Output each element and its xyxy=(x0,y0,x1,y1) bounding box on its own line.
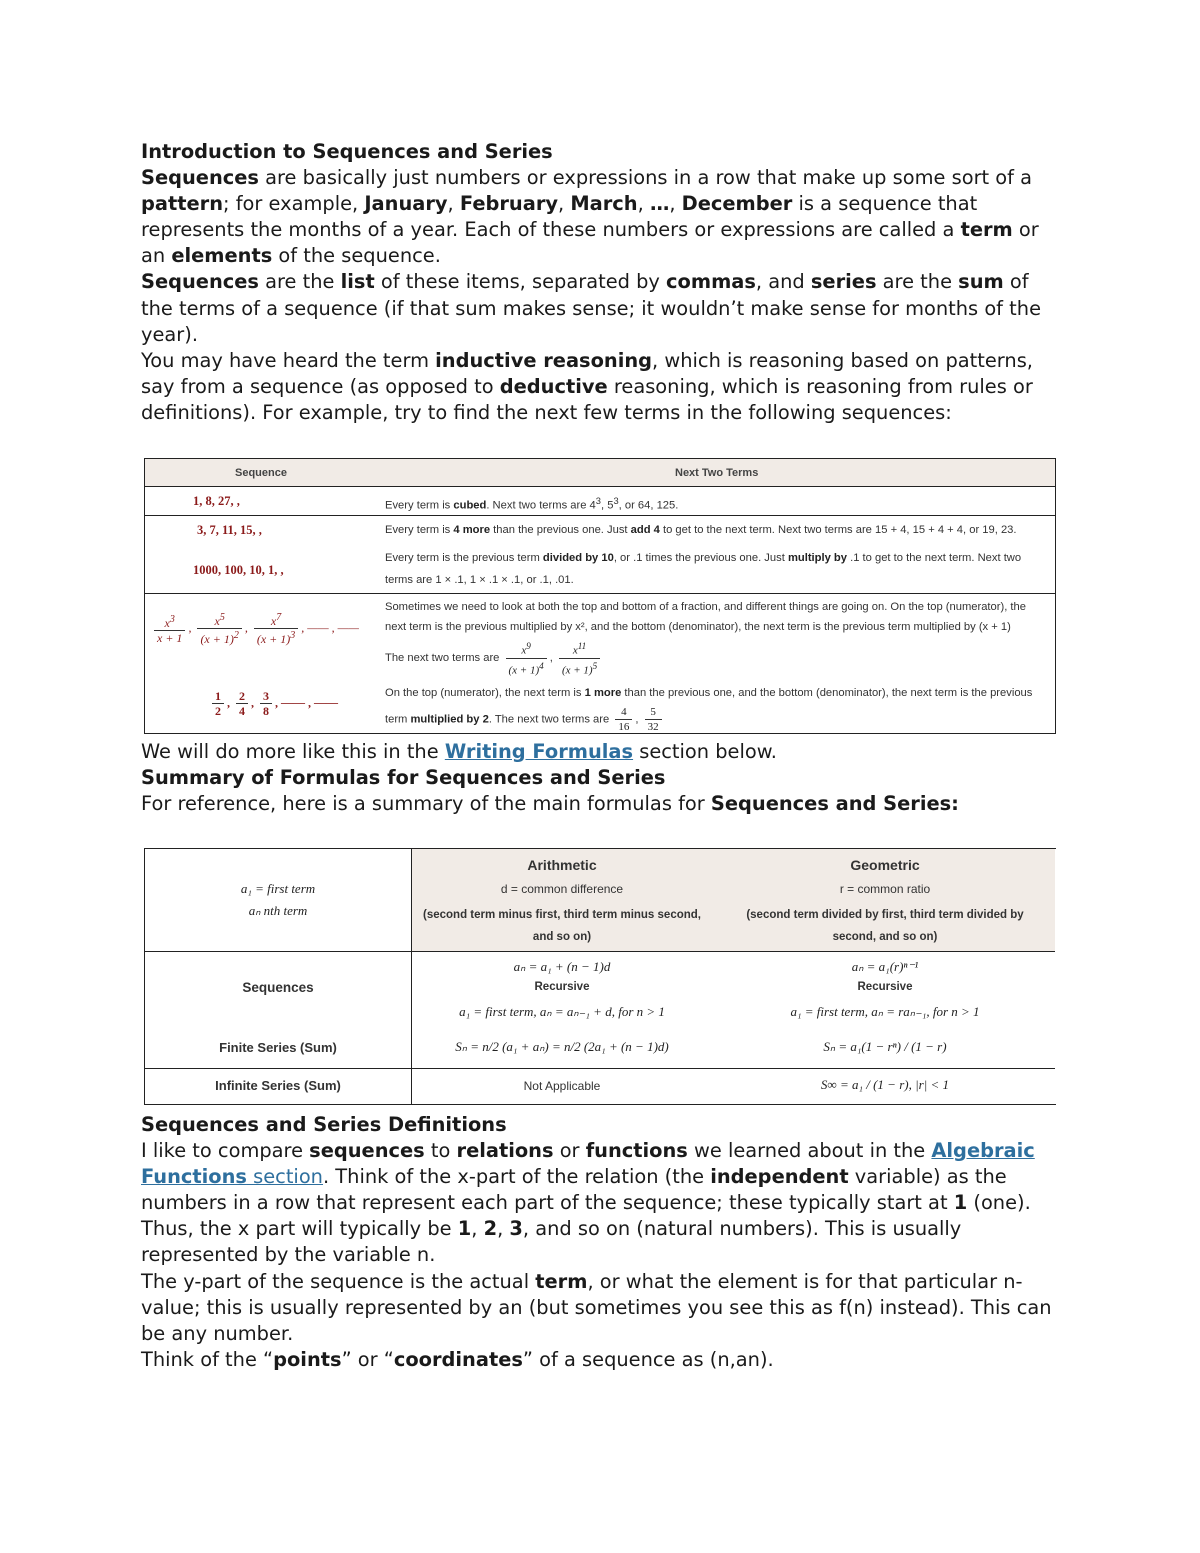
row4-answer: Sometimes we need to look at both the top and bottom of a fraction, and different things are going on. On the top (numerator), the next term is the previous multiplied by x², and the bottom (denominator), the next term is the previous term multiplied by (x + 1) The next two terms are $\frac{x^9}{(x + 1)^4}$ , $\frac{x^{11}}{(x + 1)^5}$ xyxy=(385,597,1050,677)
text-run: , xyxy=(497,1217,510,1241)
row2-answer-text-c: than the previous one. Just xyxy=(490,524,631,536)
row2-answer-bold-d: add 4 xyxy=(630,524,660,536)
row-finite-series-label: Finite Series (Sum) xyxy=(219,1040,337,1055)
bold-term: sum xyxy=(958,270,1004,294)
text-run: are basically just numbers or expressions in a row that make up some sort of a xyxy=(258,166,1033,190)
row1-answer-text-e: , or 64, 125. xyxy=(618,499,679,512)
intro-paragraph-1 xyxy=(141,165,1061,269)
definitions-paragraph-3 xyxy=(141,1347,1061,1373)
definitions-heading: Sequences and Series Definitions xyxy=(141,1113,507,1136)
row3-answer-text-a: Every term is the previous term xyxy=(385,552,543,564)
row-divider xyxy=(145,951,1055,952)
text-run: is a sequence that represents the months of a year. Each of these numbers or expressions are called a xyxy=(141,192,978,242)
row5-answer-bold: 1 more xyxy=(584,687,622,699)
text-run: reasoning, which is reasoning from rules or definitions). For example, try to find the next few terms in the following sequences: xyxy=(141,374,1033,424)
row2-answer xyxy=(385,519,1050,541)
formulas-table xyxy=(144,848,1056,1105)
bold-term: Sequences xyxy=(141,166,259,190)
row1-answer-text-a: Every term is xyxy=(385,499,454,512)
intro-title: Introduction to Sequences and Series xyxy=(141,140,553,163)
summary-heading: Summary of Formulas for Sequences and Series xyxy=(141,766,666,790)
bold-term: 2 xyxy=(483,1217,498,1241)
bold-term: functions xyxy=(585,1139,688,1163)
row-divider xyxy=(145,515,1055,516)
row2-answer-text-e: to get to the next term. Next two terms are 15 + 4, 15 + 4 + 4, or 19, 23. xyxy=(659,524,1017,536)
row5-answer-text-1a: On the top (numerator), the next term is xyxy=(385,687,585,699)
text-run: we learned about in the xyxy=(687,1139,932,1163)
geometric-r: r = common ratio xyxy=(839,882,931,896)
arithmetic-recursive: a₁ = first term, aₙ = aₙ₋₁ + d, for n > 1 xyxy=(459,1004,665,1019)
geometric-explicit: aₙ = a₁(r)ⁿ⁻¹ xyxy=(851,959,919,974)
definitions-section xyxy=(141,1112,1061,1373)
bold-term: term xyxy=(960,218,1013,242)
writing-formulas-paragraph xyxy=(141,739,1061,765)
definitions-paragraph-2 xyxy=(141,1269,1061,1347)
text-run: are the xyxy=(258,270,341,294)
intro-section xyxy=(141,139,1061,426)
col-sequence: Sequence xyxy=(235,467,287,479)
bold-term: relations xyxy=(456,1139,554,1163)
row5-answer-bold-2: multiplied by 2 xyxy=(410,713,489,726)
summary-text-a: For reference, here is a summary of the main formulas for xyxy=(141,792,711,816)
col-next-two-terms: Next Two Terms xyxy=(675,467,759,479)
row5-sequence: $\frac{1}{2}$ , $\frac{2}{4}$ , $\frac{3}{8}$ , —— , —— xyxy=(209,689,338,718)
row5-answer-text-2a: term xyxy=(385,713,411,726)
text-run: of these items, separated by xyxy=(374,270,667,294)
arithmetic-title: Arithmetic xyxy=(527,857,597,873)
row1-answer-text-d: , 5 xyxy=(600,499,614,512)
bold-term: January xyxy=(364,192,448,216)
algebraic-functions-link[interactable]: section xyxy=(246,1165,323,1189)
row-sequences-label: Sequences xyxy=(242,980,314,995)
geometric-note: (second term divided by first, third term divided by second, and so on) xyxy=(746,909,1024,943)
geometric-recursive-label: Recursive xyxy=(857,981,913,993)
bold-term: term xyxy=(535,1269,588,1293)
arithmetic-infinite-sum: Not Applicable xyxy=(523,1079,601,1093)
bold-term: deductive xyxy=(499,374,608,398)
geometric-recursive: a₁ = first term, aₙ = raₙ₋₁, for n > 1 xyxy=(790,1004,980,1019)
arithmetic-explicit: aₙ = a₁ + (n − 1)d xyxy=(513,959,611,974)
row3-answer-text-e: .1 to get to the next term. Next two terms are 1 × .1, 1 × .1 × .1, or .1, .01. xyxy=(385,552,1022,586)
text-run: , xyxy=(669,192,682,216)
definitions-paragraph-1 xyxy=(141,1138,1061,1268)
text-run: I like to compare xyxy=(141,1139,310,1163)
text-run: , and xyxy=(755,270,811,294)
bold-term: sequences xyxy=(309,1139,425,1163)
text-run: . Think of the x-part of the relation (the xyxy=(322,1165,711,1189)
bold-term: points xyxy=(273,1347,342,1371)
bold-term: list xyxy=(340,270,375,294)
algebraic-functions-link[interactable]: Algebraic Functions xyxy=(141,1139,1035,1189)
row5-answer-text-1c: than the previous one, and the bottom (denominator), the next term is the previous xyxy=(621,687,1033,699)
arithmetic-note: (second term minus first, third term minus second, and so on) xyxy=(423,909,701,943)
row-divider xyxy=(145,1068,1055,1069)
row3-answer xyxy=(385,547,1050,591)
mid-text-b: section below. xyxy=(633,740,777,763)
examples-table-header xyxy=(145,459,1055,487)
text-run: ; for example, xyxy=(223,192,365,216)
writing-formulas-link[interactable]: Writing Formulas xyxy=(444,740,634,763)
summary-text-bold: Sequences and Series: xyxy=(710,792,959,816)
geometric-finite-sum: Sₙ = a₁(1 − rⁿ) / (1 − r) xyxy=(823,1039,947,1054)
bold-term: elements xyxy=(171,244,273,268)
bold-term: independent xyxy=(710,1165,849,1189)
def-first-term: a₁ = first term xyxy=(240,881,316,896)
row1-sequence: 1, 8, 27, , xyxy=(193,494,240,508)
text-run: of the terms of a sequence (if that sum makes sense; it wouldn’t make sense for months of the year). xyxy=(141,270,1041,346)
text-run: variable) as the numbers in a row that represent each part of the sequence; these typically start at xyxy=(141,1165,1007,1215)
bold-term: December xyxy=(681,192,793,216)
text-run: are the xyxy=(876,270,959,294)
bold-term: 1 xyxy=(457,1217,472,1241)
row4-answer-line-1: Sometimes we need to look at both the top and bottom of a fraction, and different things are going on. On the top (numerator), the xyxy=(385,601,1026,613)
text-run: , xyxy=(471,1217,484,1241)
geometric-title: Geometric xyxy=(850,857,920,873)
text-run: , xyxy=(558,192,571,216)
text-run: ” or “ xyxy=(341,1347,394,1371)
bold-term: 3 xyxy=(509,1217,523,1241)
def-nth-term: aₙ nth term xyxy=(248,903,308,918)
bold-term: series xyxy=(810,270,877,294)
bold-term: Sequences xyxy=(141,270,259,294)
bold-term: 1 xyxy=(953,1191,968,1215)
text-run: , xyxy=(447,192,460,216)
text-run: , or what the element is for that particular n-value; this is usually represented by an (but sometimes you see this as f(n) instead). This can be any number. xyxy=(141,1269,1052,1345)
bold-term: pattern xyxy=(141,192,224,216)
text-run: You may have heard the term xyxy=(141,348,436,372)
row5-answer-text-2c: . The next two terms are xyxy=(488,713,610,726)
row1-answer-text-c: . Next two terms are 4 xyxy=(486,499,596,512)
row1-answer-bold: cubed xyxy=(453,499,487,512)
row2-answer-bold-a: 4 more xyxy=(453,524,491,536)
row1-answer: Every term is cubed. Next two terms are $4^3$, $5^3$, or 64, 125. xyxy=(385,496,679,512)
arithmetic-finite-sum: Sₙ = n/2 (a₁ + aₙ) = n/2 (2a₁ + (n − 1)d) xyxy=(455,1039,669,1054)
summary-paragraph xyxy=(141,791,1061,817)
row5-answer: On the top (numerator), the next term is 1 more than the previous one, and the bottom (denominator), the next term is the previous term multiplied by 2. The next two terms are $\frac{4}{16}$ , $\frac{5}{32}$ xyxy=(385,687,1033,733)
bold-term: inductive reasoning xyxy=(435,348,653,372)
arithmetic-recursive-label: Recursive xyxy=(534,981,590,993)
row4-answer-line-2: next term is the previous multiplied by x², and the bottom (denominator), the next term is the previous term multiplied by (x + 1) xyxy=(385,621,1011,633)
bold-term: February xyxy=(459,192,559,216)
mid-text-a: We will do more like this in the xyxy=(141,740,445,763)
row2-sequence: 3, 7, 11, 15, , xyxy=(197,523,262,537)
row2-answer-text-a: Every term is xyxy=(385,524,454,536)
bold-term: coordinates xyxy=(393,1347,523,1371)
intro-paragraph-2 xyxy=(141,269,1061,347)
row3-answer-bold-b: divided by 10 xyxy=(542,552,614,564)
intro-paragraph-3 xyxy=(141,348,1061,426)
row4-answer-line-3: The next two terms are xyxy=(385,652,500,665)
text-run: to xyxy=(424,1139,457,1163)
arithmetic-d: d = common difference xyxy=(500,882,624,896)
text-run: , and so on (natural numbers). This is usually represented by the variable n. xyxy=(141,1217,962,1267)
text-run: , which is reasoning based on patterns, say from a sequence (as opposed to xyxy=(141,348,1033,398)
row-divider xyxy=(145,593,1055,594)
row4-sequence: $\frac{x^3}{x + 1}$ , $\frac{x^5}{(x + 1)^2}$ , $\frac{x^7}{(x + 1)^3}$ , —— , —— xyxy=(151,611,359,646)
row3-sequence: 1000, 100, 10, 1, , xyxy=(193,563,284,577)
row3-answer-bold-d: multiply by xyxy=(787,552,847,564)
text-run: (one). Thus, the x part will typically be xyxy=(141,1191,1031,1241)
geometric-infinite-sum: S∞ = a₁ / (1 − r), |r| < 1 xyxy=(820,1077,950,1092)
text-run: Think of the “ xyxy=(141,1347,274,1371)
summary-section xyxy=(141,739,1061,817)
text-run: or xyxy=(553,1139,586,1163)
bold-term: … xyxy=(649,192,670,216)
text-run: , xyxy=(637,192,650,216)
row-infinite-series-label: Infinite Series (Sum) xyxy=(215,1078,341,1093)
row3-answer-text-c: , or .1 times the previous one. Just xyxy=(613,552,788,564)
examples-table xyxy=(144,458,1056,734)
text-run: ” of a sequence as (n,an). xyxy=(522,1347,774,1371)
text-run: The y-part of the sequence is the actual xyxy=(141,1269,536,1293)
bold-term: March xyxy=(570,192,638,216)
bold-term: commas xyxy=(666,270,756,294)
text-run: or an xyxy=(141,218,1039,268)
text-run: of the sequence. xyxy=(272,244,441,268)
